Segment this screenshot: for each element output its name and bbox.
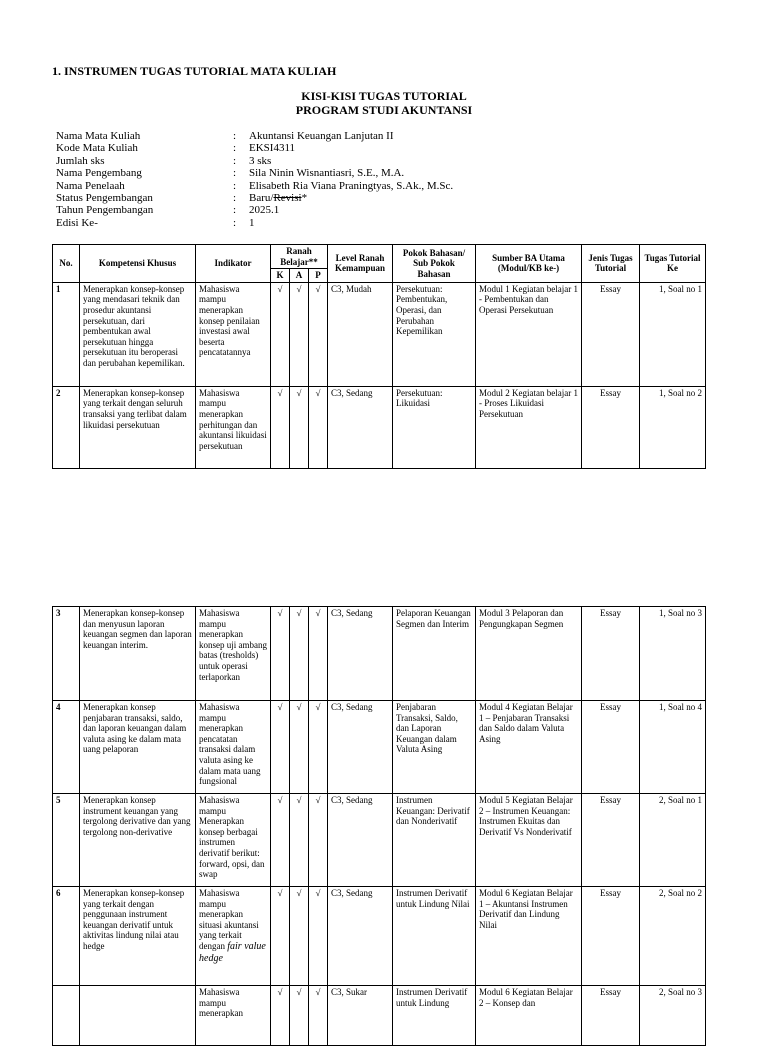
document-title	[0, 89, 768, 117]
row-sumber: Modul 6 Kegiatan Belajar 2 – Konsep dan	[476, 986, 582, 1046]
meta-row	[56, 180, 453, 192]
row-sumber: Modul 1 Kegiatan belajar 1 - Pembentukan dan Operasi Persekutuan	[476, 282, 582, 386]
row-pokok: Instrumen Keuangan: Derivatif dan Nonderivatif	[393, 794, 476, 887]
row-tugas: 1, Soal no 3	[640, 607, 706, 701]
row-pokok: Persekutuan: Pembentukan, Operasi, dan Perubahan Kepemilikan	[393, 282, 476, 386]
meta-colon: :	[233, 192, 237, 205]
check-p: √	[309, 887, 328, 986]
indikator-fair-value-hedge: fair value hedge	[199, 940, 266, 964]
row-no: 6	[53, 887, 80, 986]
check-p: √	[309, 986, 328, 1046]
meta-value: Elisabeth Ria Viana Praningtyas, S.Ak., M.Sc.	[249, 179, 454, 192]
header-ranah: Ranah Belajar**	[271, 245, 328, 269]
check-p: √	[309, 607, 328, 701]
meta-value: 2025.1	[249, 204, 280, 217]
header-p: P	[309, 269, 328, 283]
meta-row	[56, 142, 453, 154]
header-pokok: Pokok Bahasan/ Sub Pokok Bahasan	[393, 245, 476, 283]
meta-value: EKSI4311	[249, 142, 296, 155]
header-tugas: Tugas Tutorial Ke	[640, 245, 706, 283]
row-tugas: 2, Soal no 3	[640, 986, 706, 1046]
row-kompetensi: Menerapkan konsep-konsep yang terkait dengan penggunaan instrument keuangan derivatif untuk aktivitas lindung nilai atau hedge	[80, 887, 196, 986]
check-p: √	[309, 282, 328, 386]
title-line-2: PROGRAM STUDI AKUNTANSI	[295, 103, 473, 117]
row-pokok: Instrumen Derivatif untuk Lindung	[393, 986, 476, 1046]
section-heading: 1. INSTRUMEN TUGAS TUTORIAL MATA KULIAH	[52, 64, 337, 78]
row-level: C3, Sedang	[328, 794, 393, 887]
check-k: √	[271, 794, 290, 887]
row-indikator: Mahasiswa mampu menerapkan	[196, 986, 271, 1046]
meta-colon: :	[233, 216, 237, 229]
row-indikator: Mahasiswa mampu menerapkan pencatatan transaksi dalam valuta asing ke dalam mata uang fungsional	[196, 701, 271, 794]
row-sumber: Modul 3 Pelaporan dan Pengungkapan Segmen	[476, 607, 582, 701]
meta-row	[56, 167, 453, 179]
check-k: √	[271, 282, 290, 386]
row-no: 5	[53, 794, 80, 887]
row-kompetensi: Menerapkan konsep-konsep yang terkait dengan seluruh transaksi yang terlibat dalam likuidasi persekutuan	[80, 386, 196, 468]
row-level: C3, Mudah	[328, 282, 393, 386]
row-indikator: Mahasiswa mampu Menerapkan konsep berbagai instrumen derivatif berikut: forward, opsi, dan swap	[196, 794, 271, 887]
row-jenis: Essay	[582, 386, 640, 468]
row-tugas: 2, Soal no 1	[640, 794, 706, 887]
row-jenis: Essay	[582, 887, 640, 986]
meta-row	[56, 204, 453, 216]
row-jenis: Essay	[582, 607, 640, 701]
check-k: √	[271, 986, 290, 1046]
header-level: Level Ranah Kemampuan	[328, 245, 393, 283]
header-jenis: Jenis Tugas Tutorial	[582, 245, 640, 283]
check-a: √	[290, 701, 309, 794]
meta-value: 3 sks	[249, 154, 272, 167]
meta-value: 1	[249, 216, 255, 229]
table-row	[53, 794, 706, 887]
header-no: No.	[53, 245, 80, 283]
meta-colon: :	[233, 167, 237, 180]
row-pokok: Instrumen Derivatif untuk Lindung Nilai	[393, 887, 476, 986]
row-level: C3, Sedang	[328, 386, 393, 468]
meta-row	[56, 130, 453, 142]
header-indikator: Indikator	[196, 245, 271, 283]
row-kompetensi: Menerapkan konsep instrument keuangan yang tergolong derivative dan yang tergolong non-derivative	[80, 794, 196, 887]
table-row	[53, 887, 706, 986]
header-row	[53, 245, 706, 269]
row-kompetensi: Menerapkan konsep-konsep dan menyusun laporan keuangan segmen dan laporan keuangan interim.	[80, 607, 196, 701]
row-kompetensi	[80, 986, 196, 1046]
row-sumber: Modul 6 Kegiatan Belajar 1 – Akuntansi Instrumen Derivatif dan Lindung Nilai	[476, 887, 582, 986]
row-kompetensi: Menerapkan konsep penjabaran transaksi, saldo, dan laporan keuangan dalam valuta asing ke dalam mata uang pelaporan	[80, 701, 196, 794]
row-jenis: Essay	[582, 282, 640, 386]
check-k: √	[271, 386, 290, 468]
check-a: √	[290, 282, 309, 386]
check-k: √	[271, 607, 290, 701]
status-asterisk: *	[301, 192, 308, 205]
table-row	[53, 986, 706, 1046]
meta-colon: :	[233, 130, 237, 142]
row-sumber: Modul 4 Kegiatan Belajar 1 – Penjabaran Transaksi dan Saldo dalam Valuta Asing	[476, 701, 582, 794]
meta-value: Akuntansi Keuangan Lanjutan II	[249, 130, 394, 142]
check-a: √	[290, 887, 309, 986]
table-row	[53, 386, 706, 468]
status-baru: Baru/	[249, 192, 274, 205]
header-k: K	[271, 269, 290, 283]
row-pokok: Penjabaran Transaksi, Saldo, dan Laporan Keuangan dalam Valuta Asing	[393, 701, 476, 794]
header-sumber: Sumber BA Utama (Modul/KB ke-)	[476, 245, 582, 283]
meta-label: Edisi Ke-	[56, 216, 98, 229]
table-row	[53, 701, 706, 794]
check-k: √	[271, 701, 290, 794]
course-info	[56, 130, 453, 229]
row-indikator: Mahasiswa mampu menerapkan konsep uji ambang batas (tresholds) untuk operasi terlaporkan	[196, 607, 271, 701]
meta-row	[56, 192, 453, 204]
row-no: 1	[53, 282, 80, 386]
row-kompetensi: Menerapkan konsep-konsep yang mendasari teknik dan prosedur akuntansi persekutuan, dari pembentukan awal persekutuan hingga persekutuan itu beroperasi dan perubahan kepemilikan.	[80, 282, 196, 386]
row-indikator: Mahasiswa mampu menerapkan konsep penilaian investasi awal beserta pencatatannya	[196, 282, 271, 386]
meta-colon: :	[233, 154, 237, 167]
meta-label: Nama Pengembang	[56, 167, 142, 180]
check-k: √	[271, 887, 290, 986]
row-level: C3, Sedang	[328, 887, 393, 986]
meta-colon: :	[233, 204, 237, 217]
meta-colon: :	[233, 179, 237, 192]
check-p: √	[309, 386, 328, 468]
indikator-text: Mahasiswa mampu menerapkan situasi akuntansi yang terkait dengan	[199, 888, 259, 951]
table-row	[53, 607, 706, 701]
row-pokok: Persekutuan: Likuidasi	[393, 386, 476, 468]
row-level: C3, Sedang	[328, 607, 393, 701]
meta-label: Nama Mata Kuliah	[56, 130, 141, 142]
kisi-kisi-table-page-2	[52, 606, 706, 1046]
row-no: 3	[53, 607, 80, 701]
meta-label: Kode Mata Kuliah	[56, 142, 138, 155]
header-kompetensi: Kompetensi Khusus	[80, 245, 196, 283]
row-pokok: Pelaporan Keuangan Segmen dan Interim	[393, 607, 476, 701]
row-jenis: Essay	[582, 701, 640, 794]
title-line-1: KISI-KISI TUGAS TUTORIAL	[301, 89, 467, 103]
check-p: √	[309, 701, 328, 794]
row-tugas: 1, Soal no 2	[640, 386, 706, 468]
row-tugas: 2, Soal no 2	[640, 887, 706, 986]
table-row	[53, 282, 706, 386]
row-jenis: Essay	[582, 794, 640, 887]
meta-row	[56, 217, 453, 229]
check-p: √	[309, 794, 328, 887]
row-no: 4	[53, 701, 80, 794]
check-a: √	[290, 607, 309, 701]
check-a: √	[290, 986, 309, 1046]
row-indikator: Mahasiswa mampu menerapkan perhitungan dan akuntansi likuidasi persekutuan	[196, 386, 271, 468]
row-sumber: Modul 5 Kegiatan Belajar 2 – Instrumen Keuangan: Instrumen Ekuitas dan Derivatif Vs Nonderivatif	[476, 794, 582, 887]
row-tugas: 1, Soal no 4	[640, 701, 706, 794]
row-no	[53, 986, 80, 1046]
kisi-kisi-table-page-1	[52, 244, 706, 469]
row-no: 2	[53, 386, 80, 468]
meta-label: Nama Penelaah	[56, 179, 125, 192]
header-a: A	[290, 269, 309, 283]
row-jenis: Essay	[582, 986, 640, 1046]
check-a: √	[290, 386, 309, 468]
row-level: C3, Sedang	[328, 701, 393, 794]
row-tugas: 1, Soal no 1	[640, 282, 706, 386]
row-sumber: Modul 2 Kegiatan belajar 1 - Proses Likuidasi Persekutuan	[476, 386, 582, 468]
meta-label: Status Pengembangan	[56, 192, 153, 205]
meta-colon: :	[233, 142, 237, 155]
row-indikator	[196, 887, 271, 986]
meta-label: Tahun Pengembangan	[56, 204, 154, 217]
meta-label: Jumlah sks	[56, 154, 105, 167]
status-revisi-struck: Revisi	[273, 192, 302, 205]
row-level: C3, Sukar	[328, 986, 393, 1046]
meta-row	[56, 155, 453, 167]
meta-value	[249, 192, 307, 204]
check-a: √	[290, 794, 309, 887]
meta-value: Sila Ninin Wisnantiasri, S.E., M.A.	[249, 167, 405, 180]
